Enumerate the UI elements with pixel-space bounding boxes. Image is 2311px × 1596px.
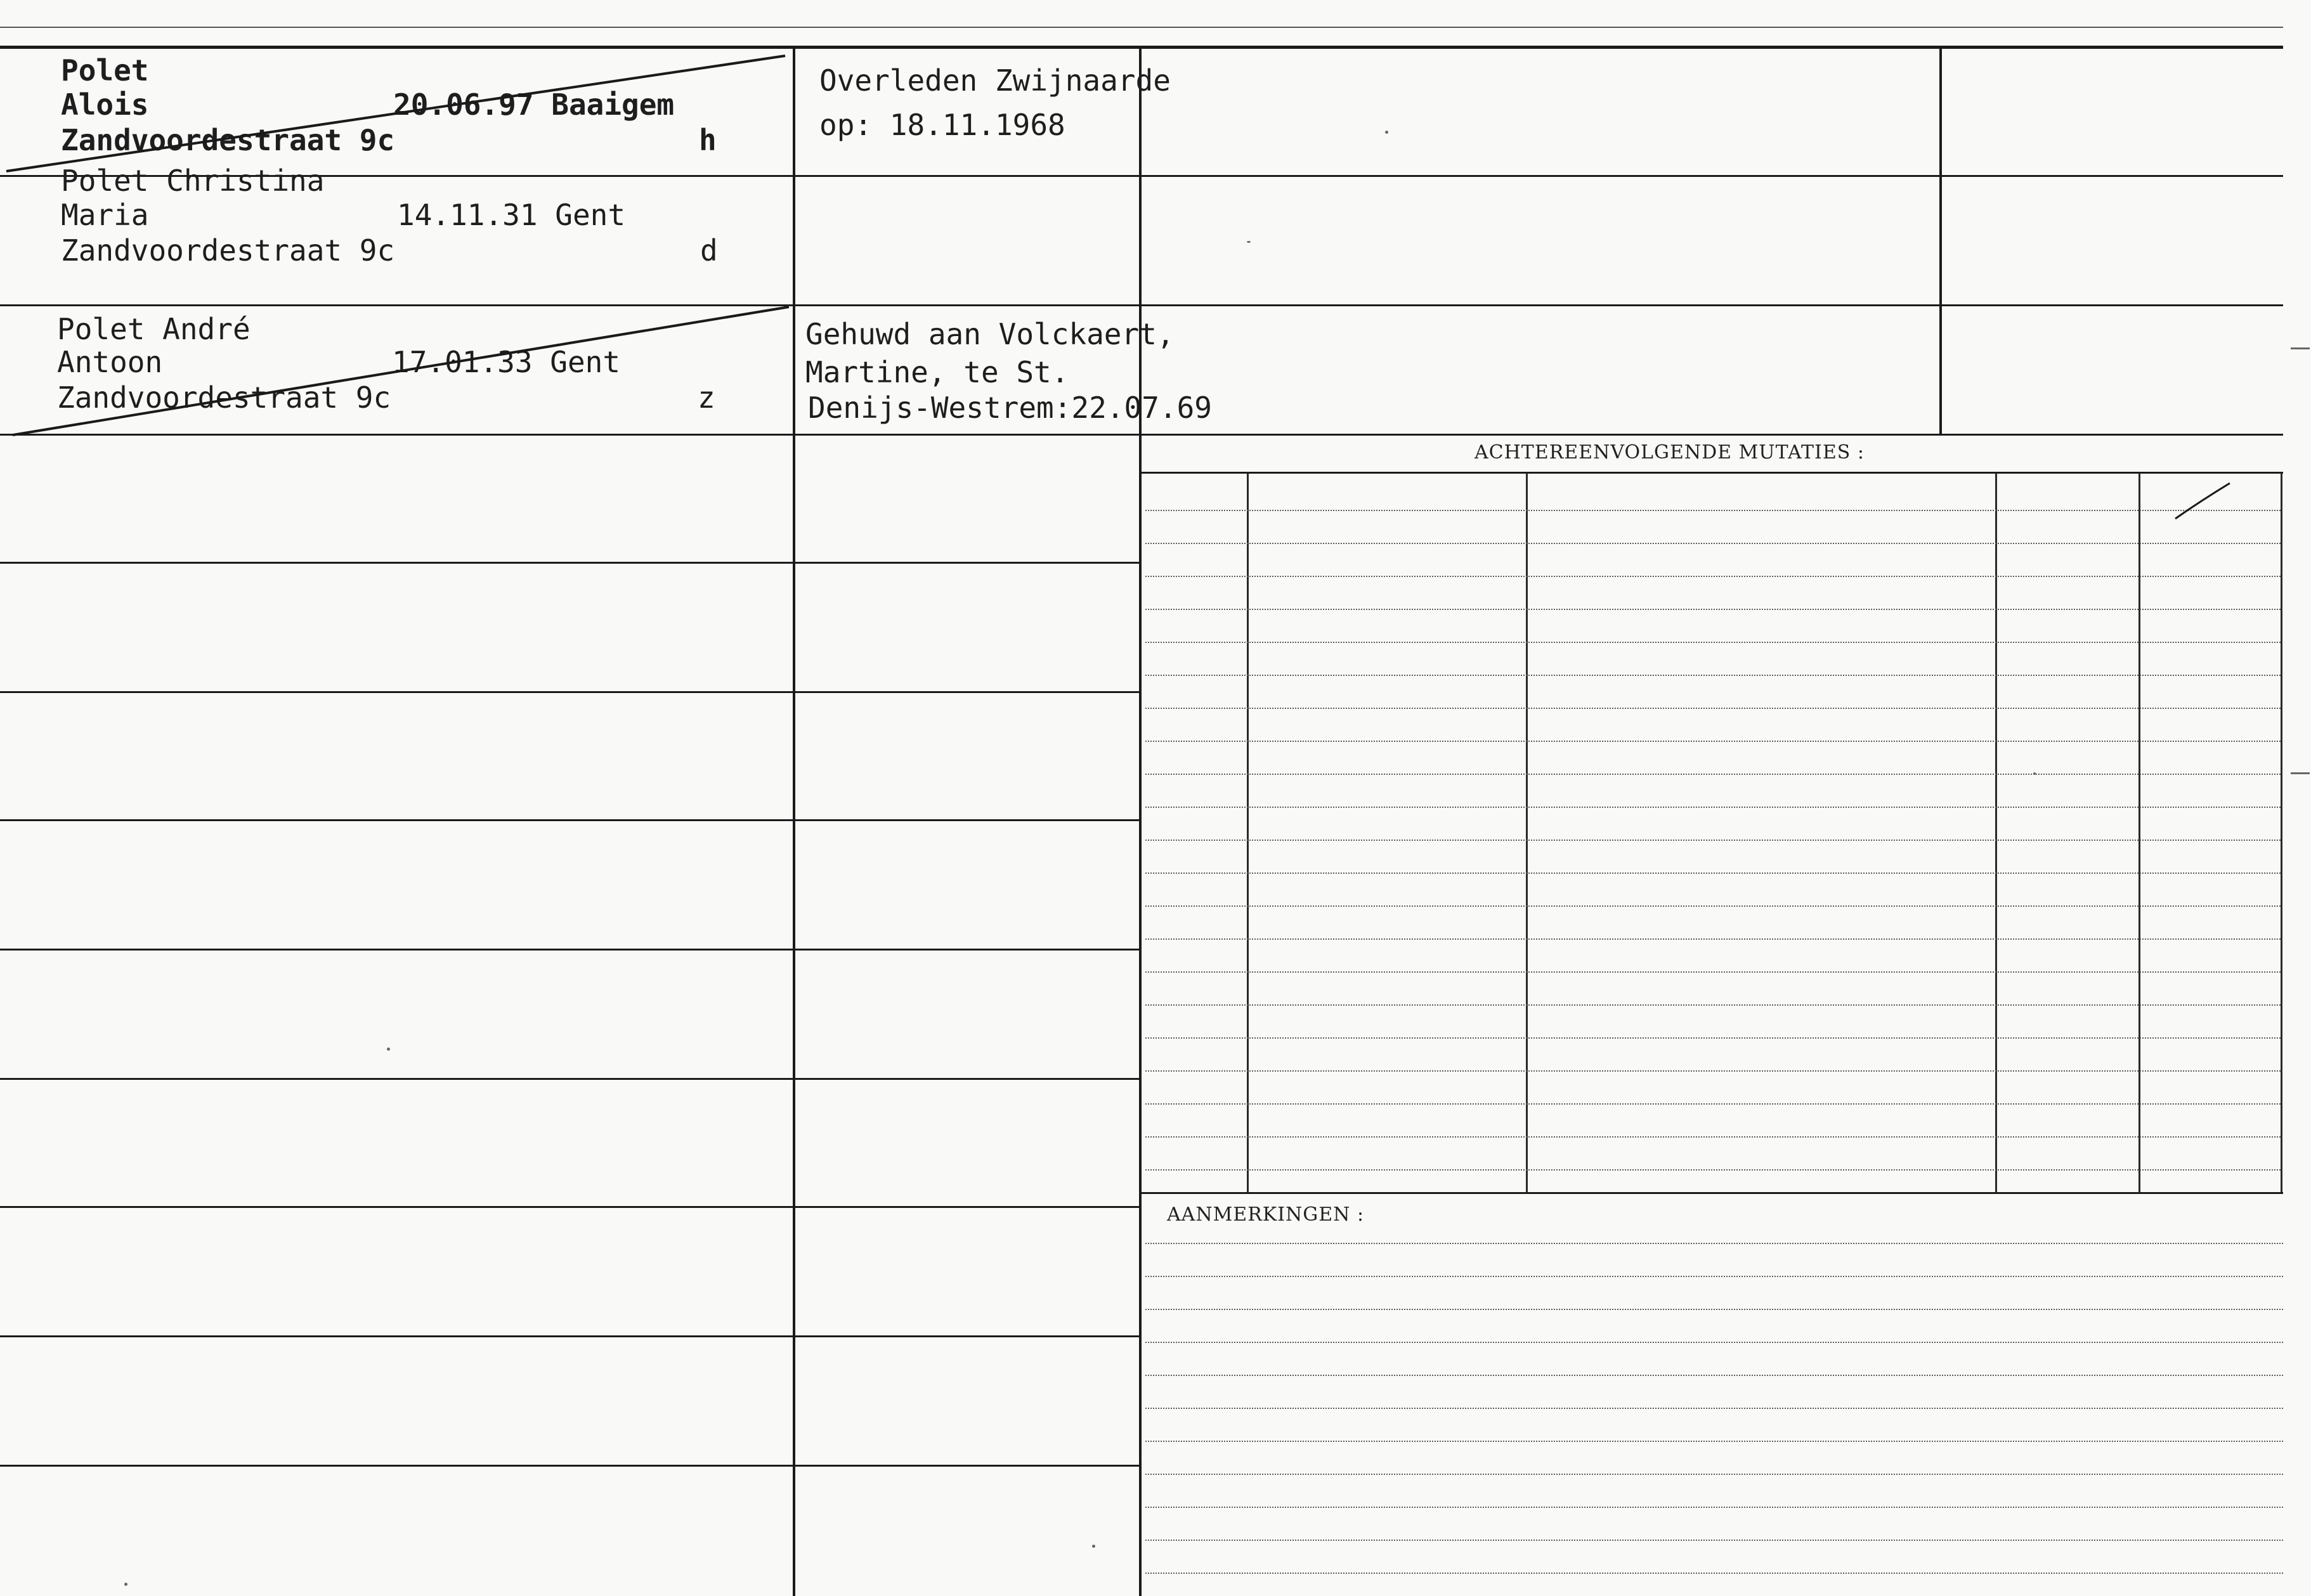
- entry-3-address: Zandvoordestraat 9c: [57, 380, 391, 415]
- scan-speck: [1092, 1545, 1095, 1548]
- strike-entry-3: [13, 307, 789, 435]
- strike-entry-1: [6, 56, 785, 171]
- mutaties-header: ACHTEREENVOLGENDE MUTATIES :: [1474, 441, 1865, 464]
- entry-2-birth: 14.11.31 Gent: [397, 198, 626, 232]
- entry-1-code: h: [699, 123, 717, 157]
- entry-1-birth: 20.06.97 Baaigem: [393, 88, 675, 122]
- aanmerkingen-header: AANMERKINGEN :: [1167, 1203, 1365, 1226]
- entry-3-name: Polet André: [57, 312, 251, 346]
- entry-3-code: z: [698, 380, 715, 415]
- scan-speck: [1385, 131, 1388, 134]
- entry-1-given: Alois: [61, 88, 149, 122]
- entry-2-address: Zandvoordestraat 9c: [61, 233, 395, 268]
- entry-3-given: Antoon: [57, 345, 163, 379]
- entry-2-given: Maria: [61, 198, 149, 232]
- entry-1-address: Zandvoordestraat 9c: [61, 123, 395, 157]
- edge-mark: [2291, 347, 2310, 349]
- edge-mark: [2291, 772, 2310, 774]
- entry-3-remark-1: Gehuwd aan Volckaert,: [805, 317, 1175, 351]
- scan-speck: [387, 1048, 390, 1051]
- entry-1-name: Polet: [61, 53, 149, 88]
- scan-speck: [1247, 241, 1251, 243]
- entry-2-name: Polet Christina: [61, 164, 325, 198]
- entry-3-birth: 17.01.33 Gent: [392, 345, 621, 379]
- entry-3-remark-2: Martine, te St.: [805, 355, 1069, 389]
- entry-1-remark-2: op: 18.11.1968: [819, 108, 1065, 142]
- entry-3-remark-3: Denijs-Westrem:22.07.69: [808, 391, 1212, 425]
- check-tick: [2175, 483, 2230, 519]
- scan-speck: [124, 1583, 127, 1586]
- scan-speck: [2033, 772, 2036, 775]
- entry-2-code: d: [700, 233, 718, 268]
- entry-1-remark-1: Overleden Zwijnaarde: [819, 63, 1171, 98]
